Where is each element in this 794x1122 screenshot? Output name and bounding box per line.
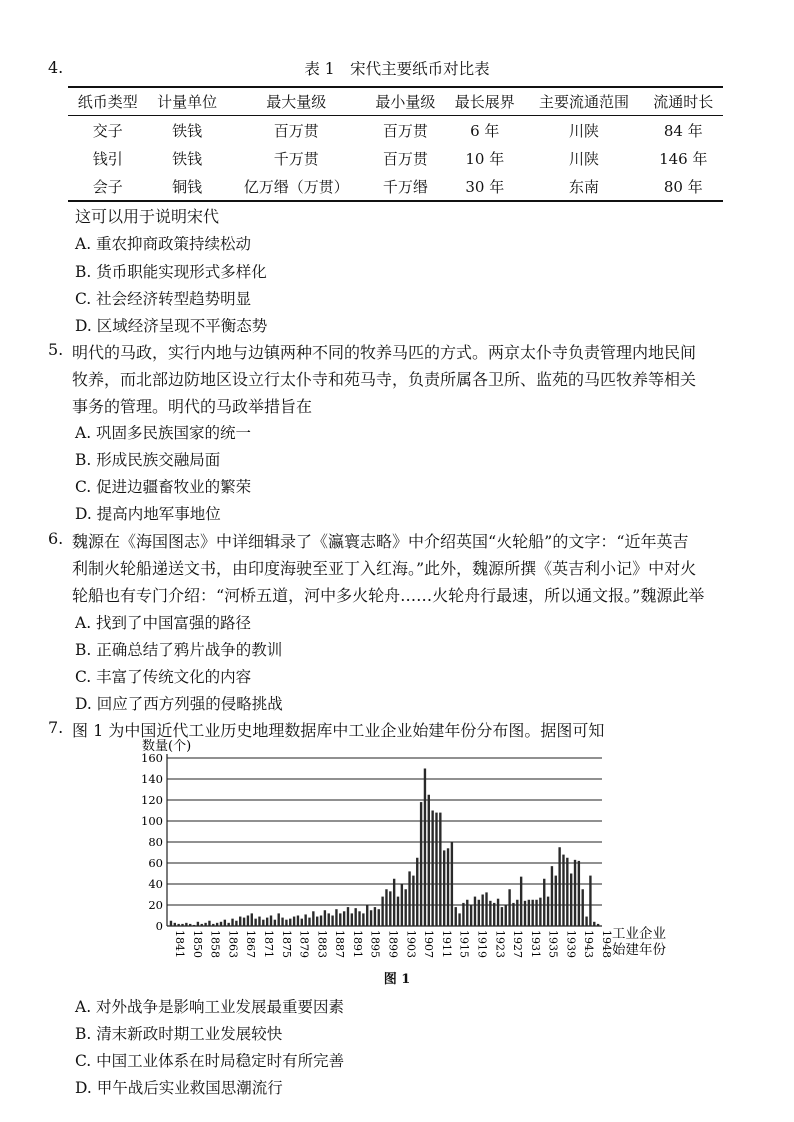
option-b: B. 货币职能实现形式多样化: [75, 263, 267, 281]
bar: [578, 861, 580, 926]
bar: [416, 858, 418, 926]
option-d: D. 区域经济呈现不平衡态势: [75, 317, 268, 335]
bar: [227, 923, 229, 926]
option-c: C. 中国工业体系在时局稳定时有所完善: [75, 1052, 345, 1070]
bar: [458, 913, 460, 926]
bar: [231, 919, 233, 926]
bar: [220, 922, 222, 926]
bar: [439, 813, 441, 926]
bar: [539, 898, 541, 926]
option-b: B. 正确总结了鸦片战争的教训: [75, 641, 283, 659]
x-tick-label: 1907: [422, 930, 436, 958]
bar: [204, 923, 206, 926]
table-cell: 亿万缗（万贯）: [227, 172, 366, 201]
bar: [331, 916, 333, 927]
table-header-cell: 计量单位: [147, 87, 226, 116]
table-cell: 会子: [68, 172, 147, 201]
table-row: [68, 116, 723, 145]
question-number-6: 6.: [48, 529, 64, 548]
table-header-cell: 最长展界: [445, 87, 524, 116]
bar: [562, 855, 564, 926]
bar: [312, 911, 314, 926]
bar: [304, 914, 306, 926]
table-cell: 铁钱: [172, 149, 203, 168]
x-axis-label-line1: 工业企业: [612, 926, 666, 942]
x-tick-label: 1867: [244, 930, 258, 958]
bar: [358, 911, 360, 926]
bar: [378, 909, 380, 926]
question-number-4: 4.: [48, 58, 64, 77]
y-tick-label: 100: [141, 814, 163, 828]
bar: [335, 909, 337, 926]
table-row: [68, 172, 723, 201]
bar: [555, 876, 557, 926]
bar: [389, 891, 391, 926]
x-tick-label: 1887: [333, 930, 347, 958]
table-title: 表 1 宋代主要纸币对比表: [304, 60, 490, 78]
table-header-cell: 纸币类型: [68, 87, 147, 116]
table-cell: 6 年: [470, 121, 500, 140]
option-c: C. 社会经济转型趋势明显: [75, 290, 252, 308]
table-cell: 百万贯: [382, 149, 428, 168]
option-c: C. 丰富了传统文化的内容: [75, 668, 252, 686]
x-tick-label: 1863: [226, 930, 240, 958]
x-axis-label-line2: 始建年份: [612, 942, 666, 958]
bar: [547, 897, 549, 926]
table-cell: 百万贯: [382, 121, 428, 140]
bar: [281, 918, 283, 926]
bar: [243, 918, 245, 926]
table-cell: 川陕: [569, 121, 600, 140]
bar: [451, 842, 453, 926]
x-tick-label: 1943: [582, 930, 596, 958]
option-d: D. 回应了西方列强的侵略挑战: [75, 695, 283, 713]
option-d: D. 甲午战后实业救国思潮流行: [75, 1079, 283, 1097]
bar: [470, 905, 472, 926]
table-cell: 东南: [524, 172, 643, 201]
bar: [274, 920, 276, 926]
bar: [431, 811, 433, 927]
x-tick-label: 1871: [261, 930, 275, 958]
question-stem-line: 魏源在《海国图志》中详细辑录了《瀛寰志略》中介绍英国“火轮船”的文字：“近年英吉: [72, 532, 689, 551]
bar: [381, 897, 383, 926]
x-tick-label: 1919: [475, 930, 489, 958]
bar: [582, 889, 584, 926]
x-tick-label: 1895: [368, 930, 382, 958]
question-stem-line: 牧养，而北部边防地区设立行太仆寺和苑马寺，负责所属各卫所、监苑的马匹牧养等相关: [72, 370, 697, 389]
bar: [420, 802, 422, 926]
bar: [339, 913, 341, 926]
x-tick-label: 1883: [315, 930, 329, 958]
bar: [235, 921, 237, 926]
bar: [208, 921, 210, 926]
option-a: A. 重农抑商政策持续松动: [75, 235, 252, 253]
bar: [393, 879, 395, 926]
bar: [485, 892, 487, 926]
table-cell: 交子: [92, 121, 123, 140]
bar: [278, 913, 280, 926]
bar: [597, 924, 599, 926]
bar: [512, 903, 514, 926]
x-tick-label: 1948: [600, 930, 613, 958]
table-cell: 钱引: [92, 149, 123, 168]
bar: [466, 900, 468, 926]
y-tick-label: 40: [148, 877, 163, 891]
option-a: A. 找到了中国富强的路径: [75, 614, 252, 632]
x-tick-label: 1891: [350, 930, 364, 958]
y-tick-label: 60: [148, 856, 163, 870]
option-d: D. 提高内地军事地位: [75, 505, 221, 523]
option-c: C. 促进边疆畜牧业的繁荣: [75, 478, 252, 496]
bar: [412, 876, 414, 926]
bar: [505, 905, 507, 926]
table-cell: 百万贯: [273, 121, 319, 140]
y-tick-label: 120: [141, 793, 163, 807]
x-tick-label: 1931: [528, 930, 542, 958]
bar: [193, 925, 195, 926]
bar: [447, 848, 449, 926]
x-tick-label: 1903: [404, 930, 418, 958]
y-tick-label: 80: [148, 835, 163, 849]
bar: [385, 889, 387, 926]
x-tick-label: 1915: [457, 930, 471, 958]
bar: [351, 913, 353, 926]
bar: [285, 920, 287, 926]
bar: [543, 879, 545, 926]
question-number-5: 5.: [48, 340, 64, 359]
bar: [354, 908, 356, 926]
bar: [493, 903, 495, 926]
y-tick-label: 0: [155, 919, 163, 933]
bar: [516, 900, 518, 926]
table-header-cell: 主要流通范围: [524, 87, 643, 116]
bar: [181, 924, 183, 926]
option-a: A. 巩固多民族国家的统一: [75, 424, 252, 442]
bar: [374, 907, 376, 926]
table-row: [68, 144, 723, 172]
bar: [508, 889, 510, 926]
option-b: B. 清末新政时期工业发展较快: [75, 1025, 283, 1043]
bar: [201, 924, 203, 926]
bar: [481, 895, 483, 927]
option-a: A. 对外战争是影响工业发展最重要因素: [75, 998, 345, 1016]
bar: [324, 910, 326, 926]
option-b: B. 形成民族交融局面: [75, 451, 221, 469]
bar: [366, 905, 368, 926]
x-tick-label: 1879: [297, 930, 311, 958]
bar: [524, 901, 526, 926]
bar: [347, 907, 349, 926]
bar: [401, 884, 403, 926]
bar: [177, 924, 179, 926]
bar: [443, 850, 445, 926]
bar: [289, 919, 291, 926]
bar: [301, 919, 303, 926]
bar: [501, 907, 503, 926]
bar: [551, 866, 553, 926]
bar: [474, 897, 476, 926]
bar: [478, 900, 480, 926]
bar: [247, 916, 249, 927]
question-stem-line: 轮船也有专门介绍：“河桥五道，河中多火轮舟……火轮舟行最速，所以通文报。”魏源此举: [72, 586, 705, 605]
bar: [262, 920, 264, 926]
x-tick-label: 1850: [190, 930, 204, 958]
table-cell: 84 年: [663, 121, 703, 140]
bar: [320, 916, 322, 927]
y-tick-label: 140: [141, 772, 163, 786]
table-cell: 川陕: [569, 149, 600, 168]
bar: [589, 876, 591, 926]
table-header-cell: 流通时长: [644, 87, 723, 116]
table-cell: 80 年: [644, 172, 723, 201]
bar: [566, 858, 568, 926]
bar: [558, 847, 560, 926]
bar: [362, 913, 364, 926]
bar: [532, 900, 534, 926]
bar: [455, 907, 457, 926]
bar: [593, 922, 595, 926]
x-tick-label: 1875: [279, 930, 293, 958]
table-header-row: [68, 87, 723, 116]
bar: [185, 923, 187, 926]
bar: [270, 916, 272, 927]
bar: [428, 795, 430, 926]
table-cell: 10 年: [465, 149, 505, 168]
bar: [293, 917, 295, 926]
bar: [239, 917, 241, 926]
bar: [405, 889, 407, 926]
bar: [408, 871, 410, 926]
bar: [308, 918, 310, 926]
bar: [520, 877, 522, 926]
y-tick-label: 160: [141, 751, 163, 765]
bar: [535, 900, 537, 926]
x-tick-label: 1939: [564, 930, 578, 958]
bar: [224, 920, 226, 926]
bar: [397, 897, 399, 926]
bar: [170, 921, 172, 926]
bar: [189, 924, 191, 926]
bar: [370, 910, 372, 926]
bar: [528, 900, 530, 926]
bar: [297, 916, 299, 927]
enterprise-founding-year-chart: [140, 738, 680, 966]
bar: [328, 913, 330, 926]
table-cell: 千万缗: [366, 172, 445, 201]
question-stem-line: 利制火轮船递送文书，由印度海驶至亚丁入红海。”此外，魏源所撰《英吉利小记》中对火: [72, 559, 697, 578]
bar: [251, 913, 253, 926]
question-stem: 图 1 为中国近代工业历史地理数据库中工业企业始建年份分布图。据图可知: [72, 721, 605, 740]
y-axis-label: 数量(个): [142, 739, 192, 754]
x-tick-label: 1899: [386, 930, 400, 958]
bar: [489, 901, 491, 926]
x-tick-label: 1927: [511, 930, 525, 958]
table-cell: 146 年: [659, 149, 708, 168]
paper-money-comparison-table: [68, 86, 723, 202]
x-tick-label: 1841: [173, 930, 186, 958]
y-tick-label: 20: [148, 898, 163, 912]
bar: [574, 860, 576, 926]
bar: [216, 923, 218, 926]
bar: [585, 917, 587, 926]
question-stem: 这可以用于说明宋代: [75, 207, 220, 226]
bar: [254, 919, 256, 926]
x-tick-label: 1923: [493, 930, 507, 958]
figure-caption: 图 1: [383, 972, 411, 987]
bar: [266, 918, 268, 926]
table-cell: 30 年: [445, 172, 524, 201]
table-cell: 铜钱: [147, 172, 226, 201]
bar: [197, 922, 199, 926]
bar: [343, 911, 345, 926]
table-cell: 铁钱: [172, 121, 203, 140]
table-cell: 千万贯: [273, 149, 319, 168]
bar: [570, 874, 572, 927]
bar: [212, 924, 214, 926]
bar: [497, 899, 499, 926]
bar: [316, 917, 318, 926]
bar: [424, 769, 426, 927]
x-tick-label: 1911: [439, 930, 453, 958]
bar: [174, 923, 176, 926]
x-tick-label: 1935: [546, 930, 560, 958]
question-number-7: 7.: [48, 718, 64, 737]
table-header-cell: 最小量级: [366, 87, 445, 116]
x-tick-label: 1858: [208, 930, 222, 958]
question-stem-line: 事务的管理。明代的马政举措旨在: [72, 397, 313, 416]
table-header-cell: 最大量级: [227, 87, 366, 116]
bar: [258, 917, 260, 926]
bar: [435, 813, 437, 926]
question-stem-line: 明代的马政，实行内地与边镇两种不同的牧养马匹的方式。两京太仆寺负责管理内地民间: [72, 343, 697, 362]
bar: [462, 903, 464, 926]
